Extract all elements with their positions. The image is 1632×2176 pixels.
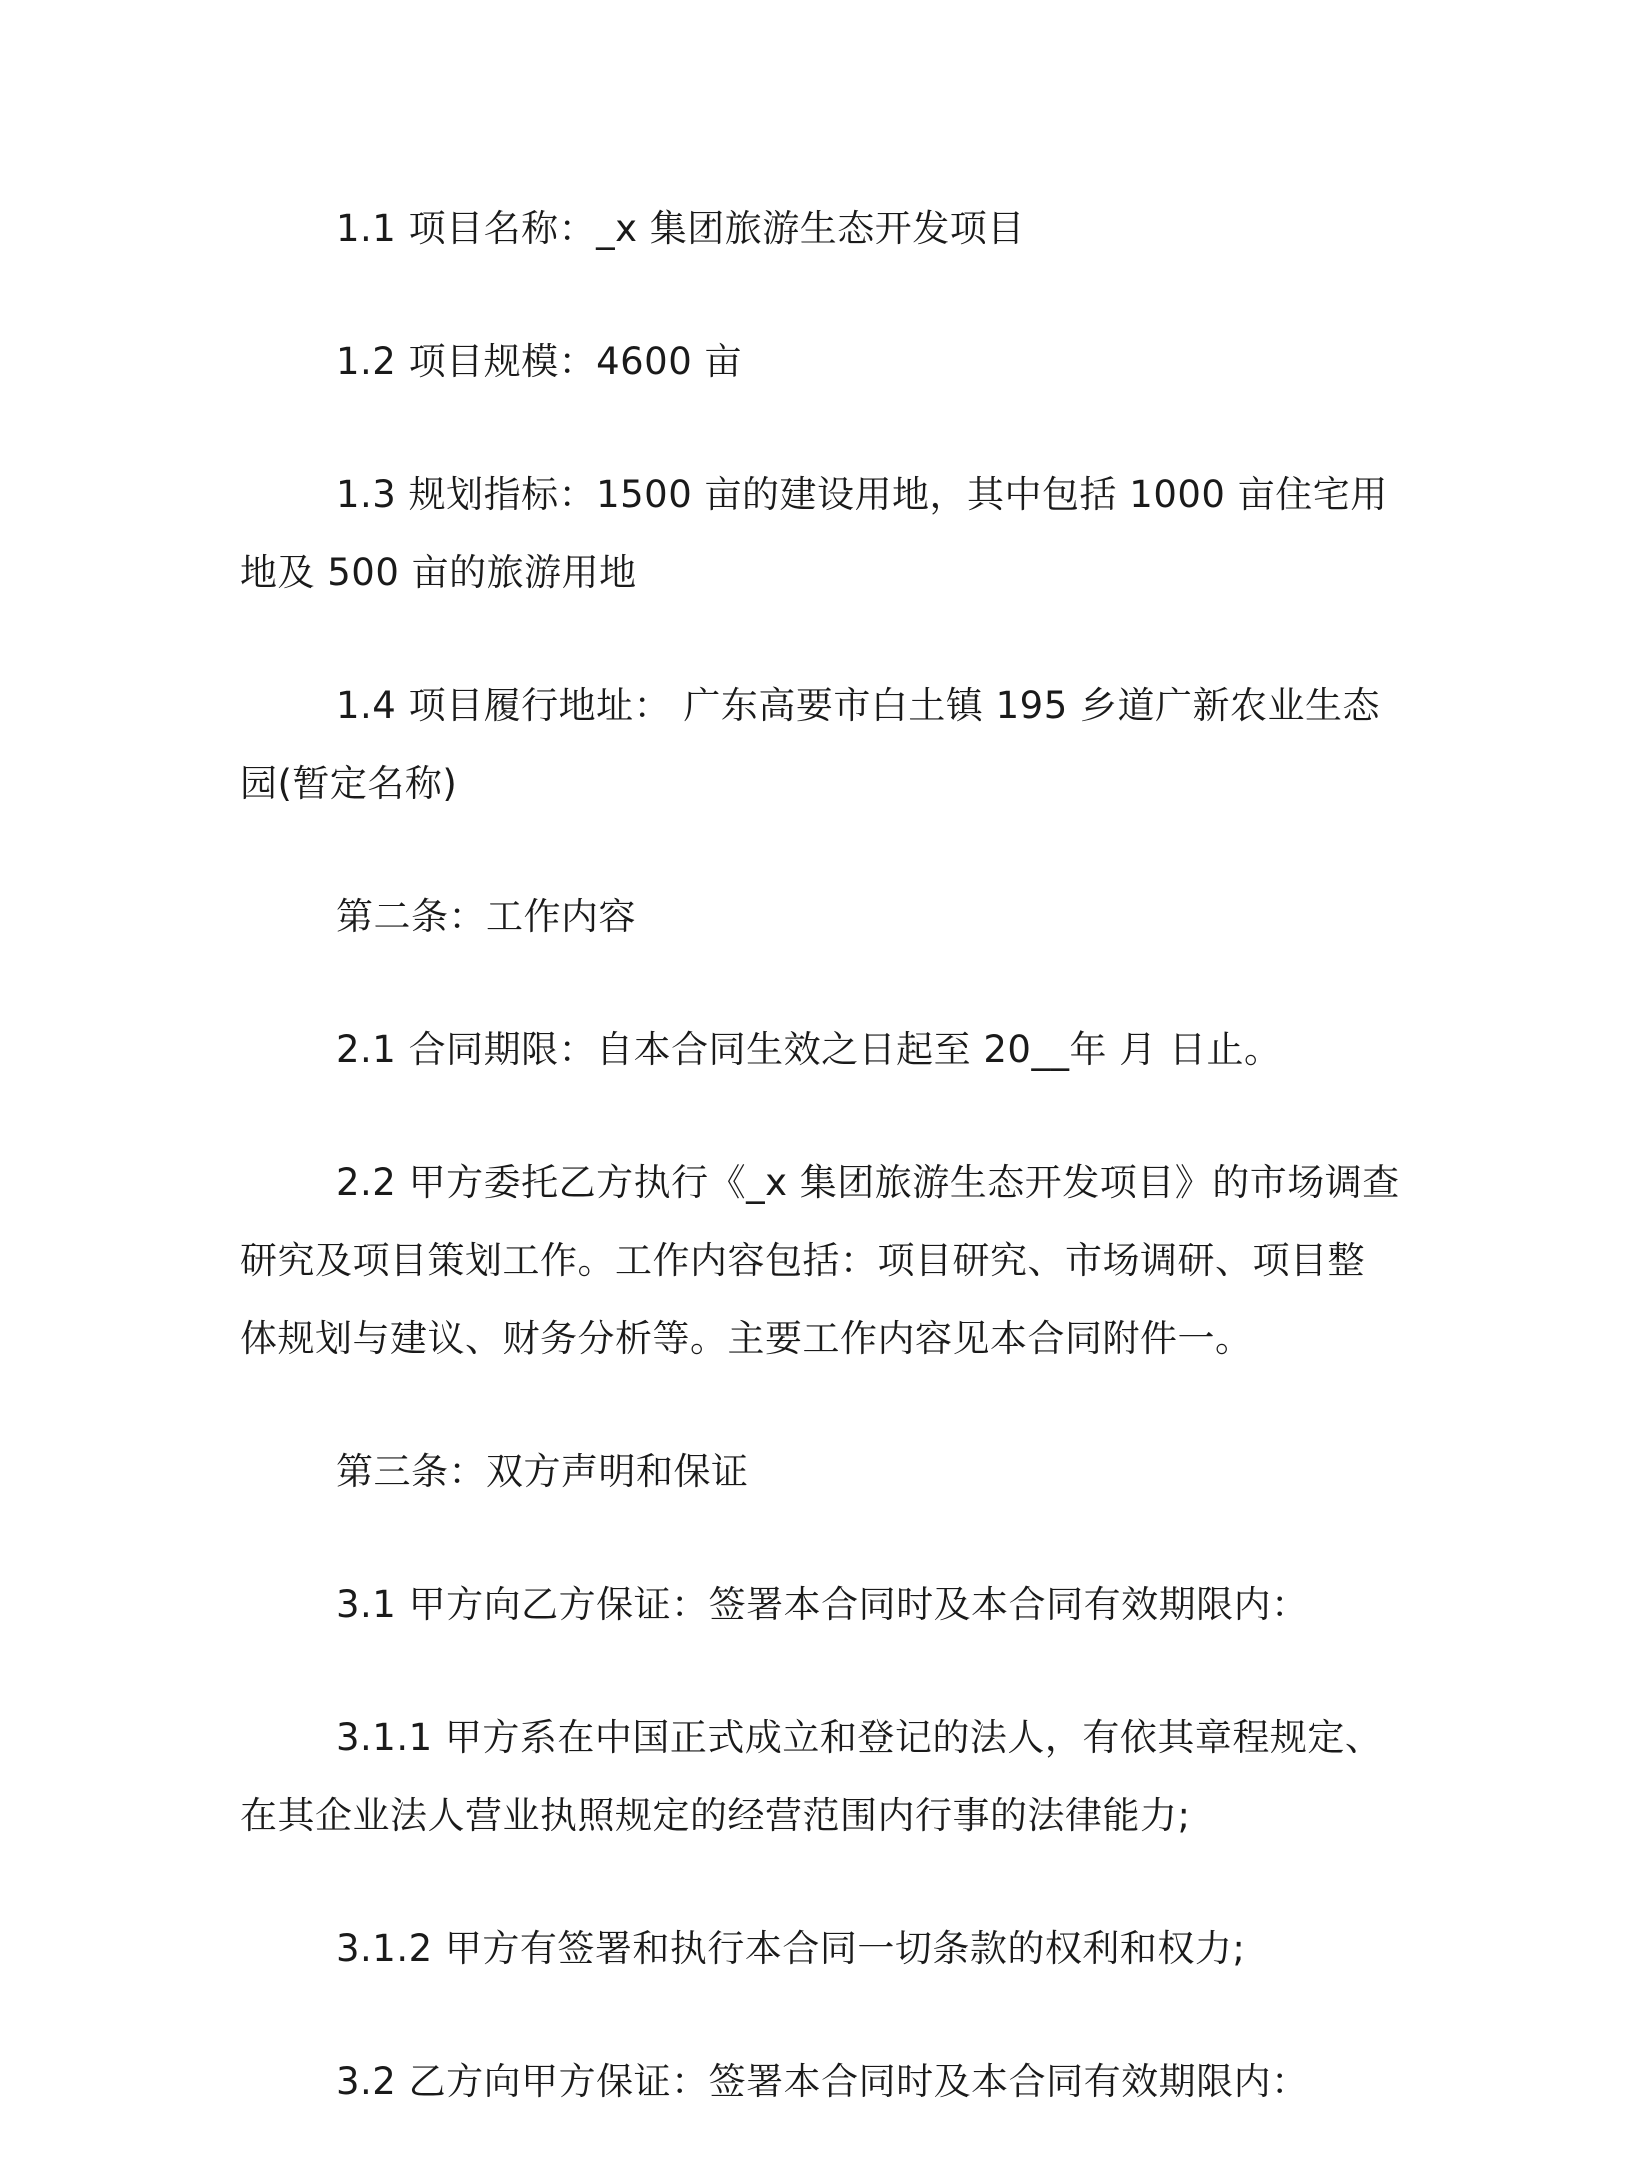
document-page xyxy=(240,190,1400,2176)
clause-2-2: 2.2 甲方委托乙方执行《_x 集团旅游生态开发项目》的市场调查研究及项目策划工作。工作内容包括：项目研究、市场调研、项目整体规划与建议、财务分析等。主要工作内容见本合同附件一。 xyxy=(240,1161,1400,1360)
clause-3-1-2: 3.1.2 甲方有签署和执行本合同一切条款的权利和权力; xyxy=(336,1927,1246,1970)
clause-3-2: 3.2 乙方向甲方保证：签署本合同时及本合同有效期限内： xyxy=(336,2060,1309,2103)
clause-1-3: 1.3 规划指标：1500 亩的建设用地，其中包括 1000 亩住宅用地及 500 亩的旅游用地 xyxy=(240,473,1388,594)
clause-3-1-1: 3.1.1 甲方系在中国正式成立和登记的法人，有依其章程规定、在其企业法人营业执照规定的经营范围内行事的法律能力; xyxy=(240,1716,1383,1837)
clause-2-1: 2.1 合同期限：自本合同生效之日起至 20__年 月 日止。 xyxy=(336,1028,1282,1071)
clause-1-2: 1.2 项目规模：4600 亩 xyxy=(336,340,743,383)
article-2-heading: 第二条：工作内容 xyxy=(336,895,636,938)
clause-1-4: 1.4 项目履行地址： 广东高要市白土镇 195 乡道广新农业生态园(暂定名称) xyxy=(240,684,1381,805)
article-3-heading: 第三条：双方声明和保证 xyxy=(336,1450,749,1493)
clause-3-1: 3.1 甲方向乙方保证：签署本合同时及本合同有效期限内： xyxy=(336,1583,1309,1626)
clause-1-1: 1.1 项目名称：_x 集团旅游生态开发项目 xyxy=(336,207,1025,250)
